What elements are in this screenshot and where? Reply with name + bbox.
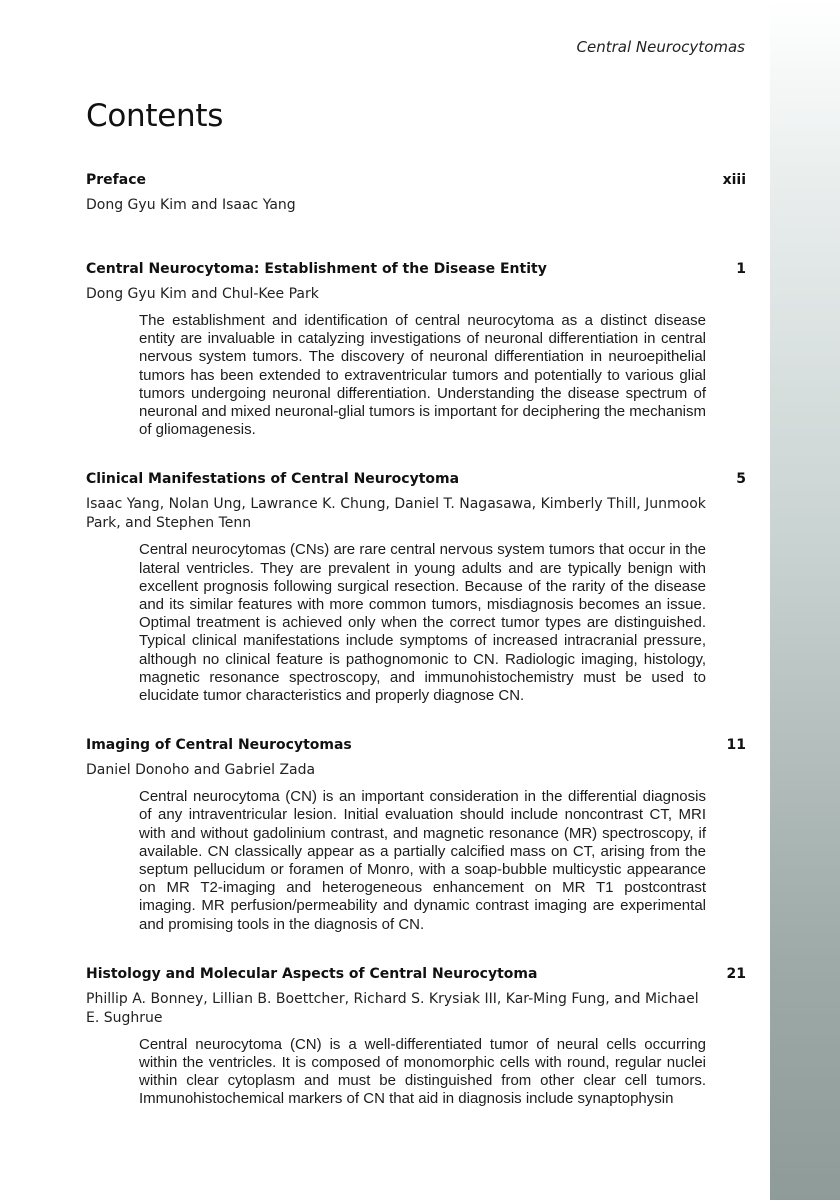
entry-title[interactable]: Preface xyxy=(86,172,146,188)
entry-authors: Phillip A. Bonney, Lillian B. Boettcher, Richard S. Krysiak III, Kar-Ming Fung, and Michael E. Sughrue xyxy=(86,990,699,1026)
entry-page-number: 5 xyxy=(736,471,746,488)
toc-entry-establishment[interactable] xyxy=(86,261,746,439)
running-head: Central Neurocytomas xyxy=(576,38,745,56)
entry-page-number: 1 xyxy=(736,261,746,277)
entry-authors: Dong Gyu Kim and Chul-Kee Park xyxy=(86,286,319,302)
page-edge-shade xyxy=(770,0,840,1200)
entry-authors: Isaac Yang, Nolan Ung, Lawrance K. Chung, Daniel T. Nagasawa, Kimberly Thill, Junmook Park, and Stephen Tenn xyxy=(86,496,706,532)
entry-title[interactable]: Central Neurocytoma: Establishment of the Disease Entity xyxy=(86,261,547,277)
entry-abstract: The establishment and identification of central neurocytoma as a distinct disease entity are invaluable in catalyzing investigations of neuronal differentiation in central nervous system tumors. The discovery of neuronal differentiation in neuroepithelial tumors has been extended to extraventricular tumors and potentially to various glial tumors undergoing neuronal differentiation. Understanding the disease spectrum of neuronal and mixed neuronal-glial tumors is important for deciphering the mechanism of gliomagenesis. xyxy=(139,312,706,439)
entry-title[interactable]: Clinical Manifestations of Central Neurocytoma xyxy=(86,471,460,488)
toc-entry-imaging[interactable] xyxy=(86,737,746,934)
toc-entry-preface[interactable] xyxy=(86,172,746,215)
entry-page-number: 11 xyxy=(726,737,746,754)
toc-entry-histology[interactable] xyxy=(86,966,746,1109)
page-title: Contents xyxy=(86,98,224,134)
entry-abstract: Central neurocytomas (CNs) are rare central nervous system tumors that occur in the lateral ventricles. They are prevalent in young adults and are typically benign with excellent prognosis following surgical resection. Because of the rarity of the disease and its similar features with more common tumors, misdiagnosis becomes an issue. Optimal treatment is achieved only when the correct tumor types are distinguished. Typical clinical manifestations include symptoms of increased intracranial pressure, although no clinical feature is pathognomonic to CN. Radiologic imaging, histology, magnetic resonance spectroscopy, and immunohistochemistry must be used to elucidate tumor characteristics and properly diagnose CN. xyxy=(139,541,706,705)
entry-page-number: 21 xyxy=(726,965,746,982)
toc-entry-clinical-manifestations[interactable] xyxy=(86,471,746,705)
entry-abstract: Central neurocytoma (CN) is a well-differentiated tumor of neural cells occurring within the ventricles. It is composed of monomorphic cells with round, regular nuclei within clear cytoplasm and must be distinguished from other clear cell tumors. Immunohistochemical markers of CN that aid in diagnosis include synaptophysin xyxy=(139,1035,706,1108)
entry-authors: Dong Gyu Kim and Isaac Yang xyxy=(86,197,296,213)
entry-title[interactable]: Histology and Molecular Aspects of Central Neurocytoma xyxy=(86,965,538,982)
table-of-contents xyxy=(86,172,746,1133)
entry-authors: Daniel Donoho and Gabriel Zada xyxy=(86,762,316,779)
entry-abstract: Central neurocytoma (CN) is an important consideration in the differential diagnosis of any intraventricular lesion. Initial evaluation should include noncontrast CT, MRI with and without gadolinium contrast, and magnetic resonance (MR) spectroscopy, if available. CN classically appear as a partially calcified mass on CT, arising from the septum pellucidum or foramen of Monro, with a soap-bubble multicystic appearance on MR T2-imaging and heterogeneous enhancement on MR T1 postcontrast imaging. MR perfusion/permeability and dynamic contrast imaging are experimental and promising tools in the diagnosis of CN. xyxy=(139,788,706,933)
entry-page-number: xiii xyxy=(722,172,746,188)
entry-title[interactable]: Imaging of Central Neurocytomas xyxy=(86,737,352,754)
